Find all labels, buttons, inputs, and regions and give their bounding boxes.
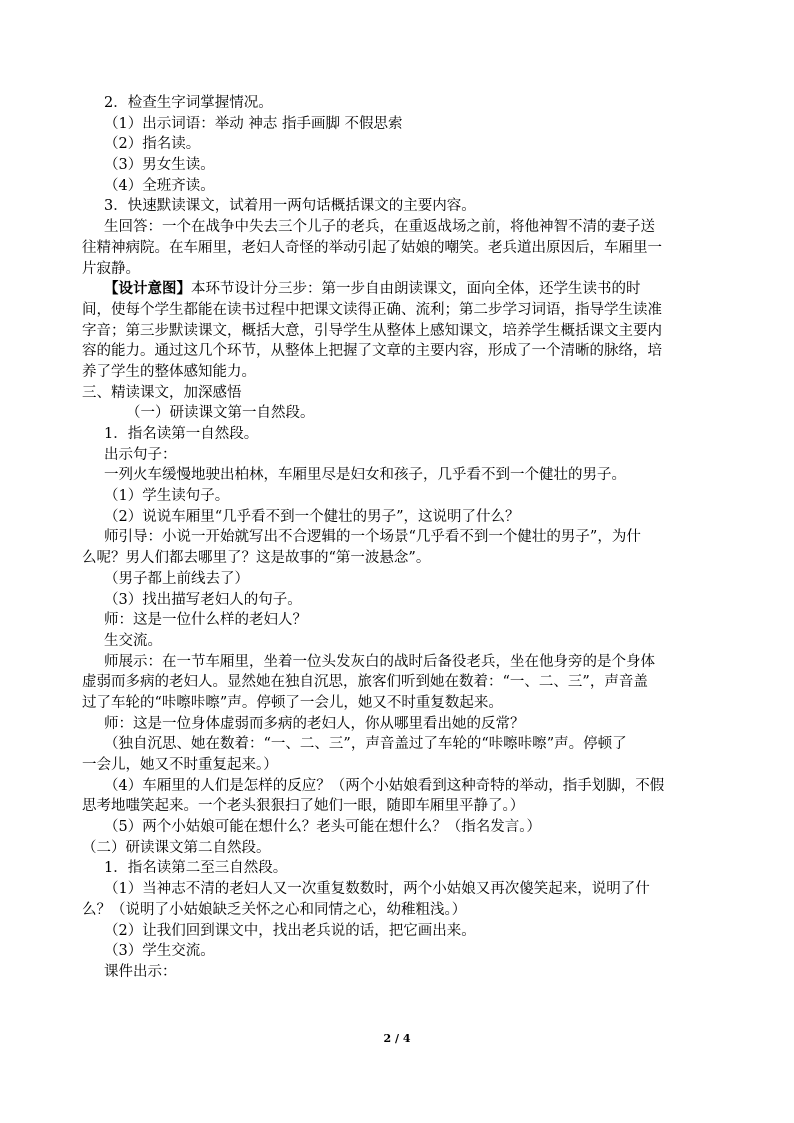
text-line: 师引导：小说一开始就写出不合逻辑的一个场景“几乎看不到一个健壮的男子”，为什	[104, 529, 641, 546]
design-intent-label: 【设计意图】	[104, 280, 191, 298]
text-line: 师展示：在一节车厢里，坐着一位头发灰白的战时后备役老兵，坐在他身旁的是个身体	[104, 653, 655, 670]
text-line: 么呢？男人们都去哪里了？这是故事的“第一波悬念”。	[82, 550, 431, 567]
text-line: 本环节设计分三步：第一步自由朗读课文，面向全体，还学生读书的时	[191, 281, 641, 298]
text-line: （独自沉思、她在数着：“一、二、三”，声音盖过了车轮的“咔嚓咔嚓”声。停顿了	[104, 736, 627, 753]
design-intent-paragraph	[82, 279, 722, 300]
text-line: （1）当神志不清的老妇人又一次重复数数时，两个小姑娘又再次傻笑起来，说明了什	[104, 881, 650, 898]
text-line: 往精神病院。在车厢里，老妇人奇怪的举动引起了姑娘的嘲笑。老兵道出原因后，车厢里一	[82, 239, 662, 256]
text-line: 片寂静。	[82, 260, 140, 277]
text-line: （4）全班齐读。	[104, 177, 215, 194]
page-number: 2 / 4	[383, 1032, 411, 1045]
text-line: （2）指名读。	[104, 136, 201, 153]
section-heading: 三、精读课文，加深感悟	[82, 384, 242, 401]
text-line: （1）学生读句子。	[104, 488, 230, 505]
text-line: （4）车厢里的人们是怎样的反应？（两个小姑娘看到这种奇特的举动，指手划脚，不假	[104, 777, 665, 794]
text-line: （2）让我们回到课文中，找出老兵说的话，把它画出来。	[104, 922, 476, 939]
text-line: 1．指名读第二至三自然段。	[104, 860, 288, 877]
text-line: （3）男女生读。	[104, 157, 215, 174]
subsection-heading: （一）研读课文第一自然段。	[126, 405, 315, 422]
text-line: 间，使每个学生都能在读书过程中把课文读得正确、流利；第二步学习词语，指导学生读准	[82, 301, 662, 318]
text-line: 思考地嗤笑起来。一个老头狠狠扫了她们一眼，随即车厢里平静了。）	[82, 798, 525, 815]
text-line: 么？（说明了小姑娘缺乏关怀之心和同情之心，幼稚粗浅。）	[82, 901, 467, 918]
text-line: 过了车轮的“咔嚓咔嚓”声。停顿了一会儿，她又不时重复数起来。	[82, 694, 503, 711]
text-line: 生回答：一个在战争中失去三个儿子的老兵，在重返战场之前，将他神智不清的妻子送	[104, 219, 655, 236]
document-body	[82, 93, 722, 983]
text-line: 师：这是一位身体虚弱而多病的老妇人，你从哪里看出她的反常？	[104, 715, 525, 732]
text-line: （男子都上前线去了）	[104, 570, 249, 587]
text-line: 一列火车缓慢地驶出柏林，车厢里尽是妇女和孩子，几乎看不到一个健壮的男子。	[104, 467, 626, 484]
text-line: 养了学生的整体感知能力。	[82, 363, 256, 380]
text-line: 容的能力。通过这几个环节，从整体上把握了文章的主要内容，形成了一个清晰的脉络，培	[82, 343, 662, 360]
text-line: （3）学生交流。	[104, 943, 215, 960]
text-line: 生交流。	[104, 632, 162, 649]
text-line: 3．快速默读课文，试着用一两句话概括课文的主要内容。	[104, 198, 476, 215]
text-line: （5）两个小姑娘可能在想什么？老头可能在想什么？（指名发言。）	[104, 819, 541, 836]
subsection-heading: （二）研读课文第二自然段。	[82, 839, 271, 856]
text-line: 2．检查生字词掌握情况。	[104, 95, 273, 111]
text-line: （3）找出描写老妇人的句子。	[104, 591, 302, 608]
text-line: （2）说说车厢里“几乎看不到一个健壮的男子”，这说明了什么？	[104, 508, 520, 525]
text-line: 课件出示：	[104, 963, 177, 980]
text-line: 字音；第三步默读课文，概括大意，引导学生从整体上感知课文，培养学生概括课文主要内	[82, 322, 662, 339]
text-line: （1）出示词语：举动 神志 指手画脚 不假思索	[104, 115, 403, 132]
text-line: 一会儿，她又不时重复起来。）	[82, 757, 278, 773]
text-line: 出示句子：	[104, 446, 177, 463]
text-line: 师：这是一位什么样的老妇人？	[104, 612, 307, 629]
text-line: 1．指名读第一自然段。	[104, 426, 259, 442]
text-line: 虚弱而多病的老妇人。显然她在独自沉思，旅客们听到她在数着：“一、二、三”，声音盖	[82, 674, 648, 691]
